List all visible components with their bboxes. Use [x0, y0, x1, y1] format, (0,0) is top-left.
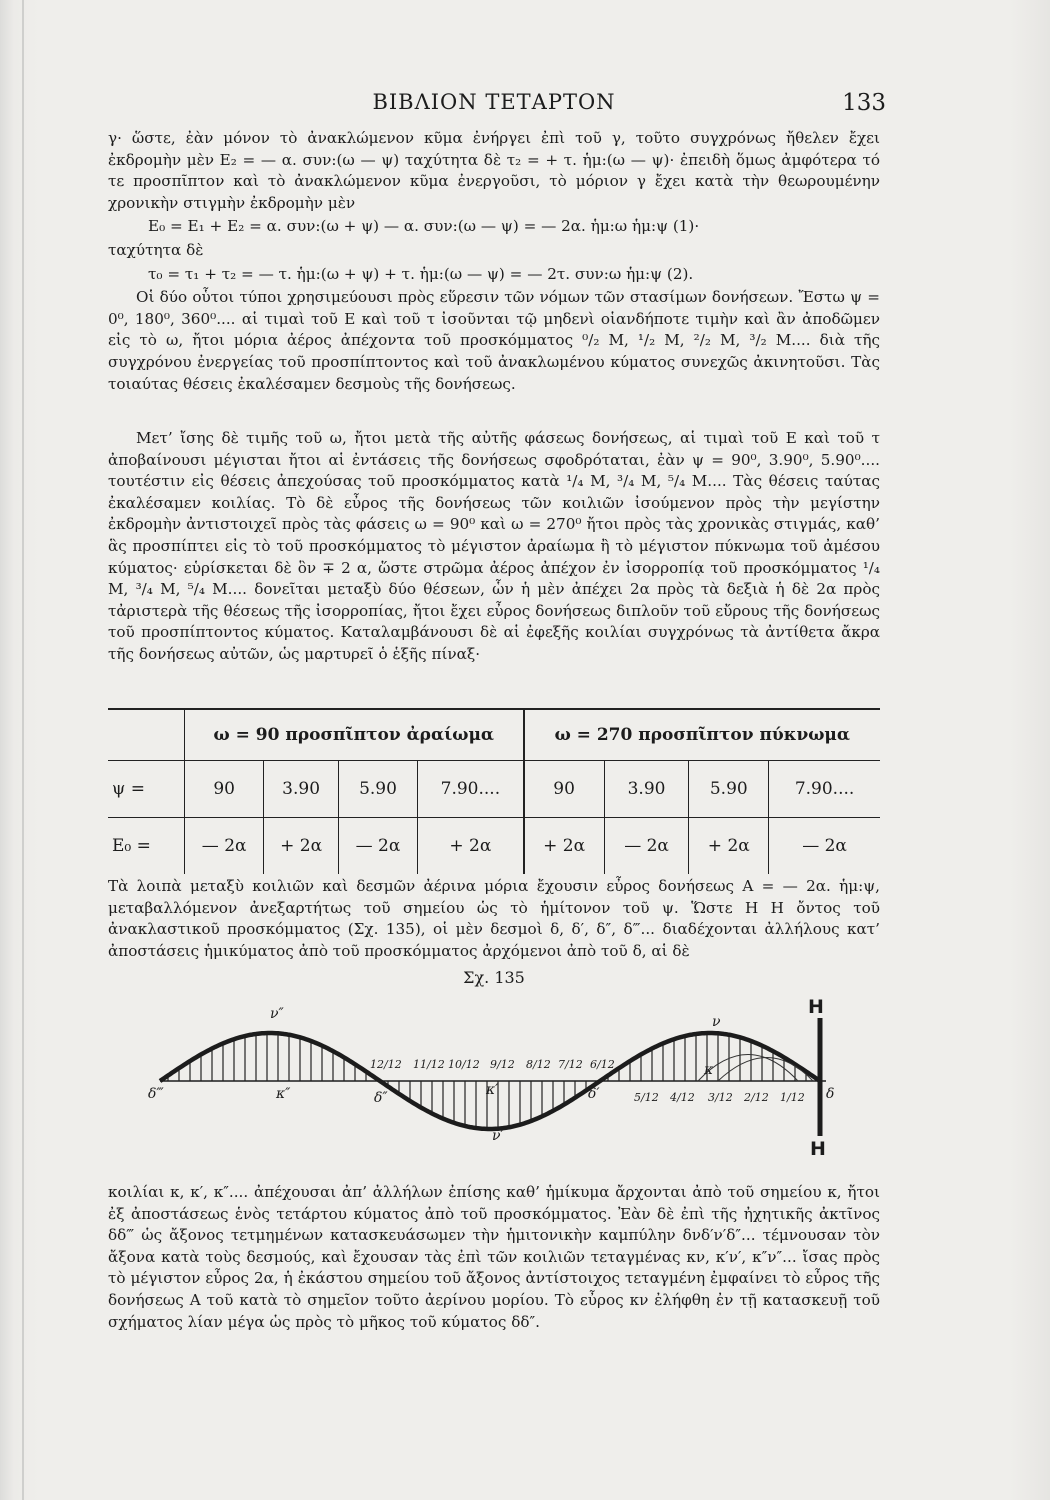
table-header-left: ω = 90 προσπῖπτον ἀραίωμα	[185, 709, 524, 761]
paragraph: κοιλίαι κ, κ′, κ″.... ἀπέχουσαι ἀπ’ ἀλλήλων ἐπίσης καθ’ ἡμίκυμα ἄρχονται ἀπὸ τοῦ σημείου κ, ἤτοι ἐξ ἀποστάσεως ἑνὸς τετάρτου κύματος ἀπὸ τοῦ προσκόμματος. Ἐὰν δὲ ἐπὶ τῆς ἠχητικῆς ἀκτῖνος δδ‴ ὡς ἄξονος τετμημένων κατασκευάσωμεν τὴν ἡμιτονικὴν καμπύλην δνδ′ν′δ″... τέμνουσαν τὸν ἄξονα κατὰ τοὺς δεσμούς, καὶ ἔχουσαν τὰς ἐπὶ τῶν κοιλιῶν τεταγμένας κν, κ′ν′, κ″ν″... ἴσας πρὸς τὸ μέγιστον εὖρος 2α, ἡ ἐκάστου σημείου τοῦ ἄξονος ἀντίστοιχος τεταγμένη ἐμφαίνει τὸ εὖρος τῆς δονήσεως A τοῦ κατὰ τὸ σημεῖον τοῦτο ἀερίνου μορίου. Τὸ εὖρος κν ἐλήφθη ἐν τῇ κατασκευῇ τοῦ σχήματος λίαν μέγα ὡς πρὸς τὸ μῆκος τοῦ κύματος δδ″.	[108, 1183, 880, 1331]
table-cell: + 2α	[264, 818, 339, 875]
antinode-label: κ′	[486, 1082, 499, 1098]
fraction-label: 6/12	[590, 1058, 615, 1071]
label-H-bottom: H	[810, 1138, 826, 1160]
crest-label: ν	[712, 1014, 721, 1030]
table-cell: 5.90	[689, 761, 769, 818]
antinode-label: κ	[704, 1062, 714, 1078]
table-header-row	[108, 709, 880, 761]
fraction-label: 10/12	[448, 1058, 480, 1071]
paragraph: Οἱ δύο οὗτοι τύποι χρησιμεύουσι πρὸς εὕρεσιν τῶν νόμων τῶν στασίμων δονήσεων. Ἔστω ψ = 0⁰, 180⁰, 360⁰.... αἱ τιμαὶ τοῦ E καὶ τοῦ τ ἰσοῦνται τῷ μηδενὶ οἱανδήποτε τιμὴν καὶ ἂν ἀποδῶμεν εἰς τὸ ω, ἤτοι μόρια ἀέρος ἀπέχοντα τοῦ προσκόμματος ⁰/₂ M, ¹/₂ M, ²/₂ M, ³/₂ M.... διὰ τῆς συγχρόνου ἐνεργείας τοῦ προσπίπτοντος καὶ τοῦ ἀνακλωμένου κύματος συνεχῶς ἀκινητοῦσι. Τὰς τοιαύτας θέσεις ἐκαλέσαμεν δεσμοὺς τῆς δονήσεως.	[108, 288, 880, 393]
table-cell: 7.90....	[769, 761, 880, 818]
paragraph: Τὰ λοιπὰ μεταξὺ κοιλιῶν καὶ δεσμῶν ἀέρινα μόρια ἔχουσιν εὖρος δονήσεως A = — 2α. ἡμ:ψ, μεταβαλλόμενον ἀνεξαρτήτως τοῦ σημείου ὡς τὸ ἡμίτονον τοῦ ψ. Ὥστε H H ὄντος τοῦ ἀνακλαστικοῦ προσκόμματος (Σχ. 135), οἱ μὲν δεσμοὶ δ, δ′, δ″, δ‴... διαδέχονται ἀλλήλους κατ’ ἀποστάσεις ἡμικύματος ἀπὸ τοῦ προσκόμματος ἀρχόμενοι ἀπὸ τοῦ δ, αἱ δὲ	[108, 877, 880, 960]
fraction-label: 5/12	[634, 1091, 659, 1104]
node-label: δ‴	[148, 1086, 164, 1102]
crest-label: ν″	[270, 1006, 284, 1022]
text-block-2	[108, 428, 880, 666]
equation-2: τ₀ = τ₁ + τ₂ = — τ. ἡμ:(ω + ψ) + τ. ἡμ:(ω — ψ) = — 2τ. συν:ω ἡμ:ψ (2).	[148, 264, 694, 283]
fraction-label: 4/12	[670, 1091, 695, 1104]
text-block-3	[108, 876, 880, 962]
table-cell: + 2α	[689, 818, 769, 875]
paragraph: ταχύτητα δὲ	[108, 240, 204, 259]
table-cell: — 2α	[338, 818, 417, 875]
node-label: δ′	[588, 1086, 600, 1102]
table-row-psi	[108, 761, 880, 818]
binding-gutter	[22, 0, 24, 1500]
fraction-label: 3/12	[708, 1091, 733, 1104]
fraction-label: 11/12	[413, 1058, 445, 1071]
text-block-4	[108, 1182, 880, 1333]
fraction-label: 7/12	[558, 1058, 583, 1071]
running-title: ΒΙΒΛΙΟΝ ΤΕΤΑΡΤΟΝ	[372, 90, 616, 114]
node-label: δ″	[374, 1090, 388, 1106]
values-table	[108, 708, 880, 874]
label-H-top: H	[808, 996, 824, 1018]
table-cell: 90	[185, 761, 264, 818]
text-block-1	[108, 128, 880, 395]
table-row-label: ψ =	[112, 779, 145, 799]
fraction-label: 8/12	[526, 1058, 551, 1071]
page-header	[108, 90, 886, 120]
node-label: δ	[826, 1086, 835, 1102]
table-cell: — 2α	[769, 818, 880, 875]
fraction-label: 12/12	[370, 1058, 402, 1071]
figure-caption: Σχ. 135	[463, 968, 525, 987]
table-header-right: ω = 270 προσπῖπτον πύκνωμα	[524, 709, 880, 761]
fraction-label: 2/12	[744, 1091, 769, 1104]
table-cell: + 2α	[524, 818, 605, 875]
table-row-e0	[108, 818, 880, 875]
figure-135	[108, 968, 880, 1168]
paragraph: Μετ’ ἴσης δὲ τιμῆς τοῦ ω, ἤτοι μετὰ τῆς αὐτῆς φάσεως δονήσεως, αἱ τιμαὶ τοῦ E καὶ τοῦ τ ἀποβαίνουσι μέγισται ἤτοι αἱ ἐντάσεις τῆς δονήσεως σφοδρόταται, ἐὰν ψ = 90⁰, 3.90⁰, 5.90⁰.... τουτέστιν εἰς θέσεις ἀπεχούσας τοῦ προσκόμματος κατὰ ¹/₄ M, ³/₄ M, ⁵/₄ M.... Τὰς θέσεις ταύτας ἐκαλέσαμεν κοιλίας. Τὸ δὲ εὖρος τῆς δονήσεως τῶν κοιλιῶν ἰσούμενον πρὸς τὴν μεγίστην ἐκδρομὴν ἀντιστοιχεῖ πρὸς τὰς φάσεις ω = 90⁰ καὶ ω = 270⁰ ἤτοι πρὸς τὰς χρονικὰς στιγμάς, καθ’ ἃς προσπίπτει εἰς τὸ τοῦ προσκόμματος τὸ μέγιστον ἀραίωμα ἢ τὸ μέγιστον πύκνωμα τοῦ ἀμέσου κύματος· εὑρίσκεται δὲ ὃν ∓ 2 α, ὥστε στρῶμα ἀέρος ἀπέχον ἐν ἰσορροπίᾳ τοῦ προσκόμματος ¹/₄ M, ³/₄ M, ⁵/₄ M.... δονεῖται μεταξὺ δύο θέσεων, ὧν ἡ μὲν ἀπέχει 2α πρὸς τὰ δεξιὰ ἡ δὲ 2α πρὸς τἀριστερὰ τῆς θέσεως τῆς ἰσορροπίας, ἤτοι ἔχει εὖρος δονήσεως διπλοῦν τοῦ εὔρους τῆς δονήσεως τοῦ προσπίπτοντος κύματος. Καταλαμβάνουσι δὲ αἱ ἐφεξῆς κοιλίαι συγχρόνως τὰ ἀντίθετα ἄκρα τῆς δονήσεως αὐτῶν, ὡς μαρτυρεῖ ὁ ἑξῆς πίναξ·	[108, 429, 880, 663]
table-cell: — 2α	[604, 818, 689, 875]
crest-label: ν′	[492, 1128, 504, 1144]
table-cell: 3.90	[604, 761, 689, 818]
table-cell: 3.90	[264, 761, 339, 818]
fraction-label: 1/12	[780, 1091, 805, 1104]
table-cell: + 2α	[418, 818, 524, 875]
table-cell: — 2α	[185, 818, 264, 875]
equation-1: E₀ = E₁ + E₂ = α. συν:(ω + ψ) — α. συν:(ω — ψ) = — 2α. ἡμ:ω ἡμ:ψ (1)·	[148, 217, 700, 236]
antinode-label: κ″	[276, 1086, 291, 1102]
table-cell: 90	[524, 761, 605, 818]
paragraph: γ· ὥστε, ἐὰν μόνον τὸ ἀνακλώμενον κῦμα ἐνήργει ἐπὶ τοῦ γ, τοῦτο συγχρόνως ἤθελεν ἔχει ἐκδρομὴν μὲν E₂ = — α. συν:(ω — ψ) ταχύτητα δὲ τ₂ = + τ. ἡμ:(ω — ψ)· ἐπειδὴ ὅμως ἀμφότερα τό τε προσπῖπτον καὶ τὸ ἀνακλώμενον κῦμα ἐνεργοῦσι, τὸ μόριον γ ἔχει κατὰ τὴν θεωρουμένην χρονικὴν στιγμὴν ἐκδρομὴν μὲν	[108, 129, 880, 212]
table-corner	[108, 709, 185, 761]
fraction-label: 9/12	[490, 1058, 515, 1071]
table-cell: 5.90	[338, 761, 417, 818]
table-cell: 7.90....	[418, 761, 524, 818]
standing-wave-diagram	[108, 968, 880, 1168]
table-row-label: E₀ =	[112, 836, 151, 856]
page-number: 133	[842, 90, 886, 116]
